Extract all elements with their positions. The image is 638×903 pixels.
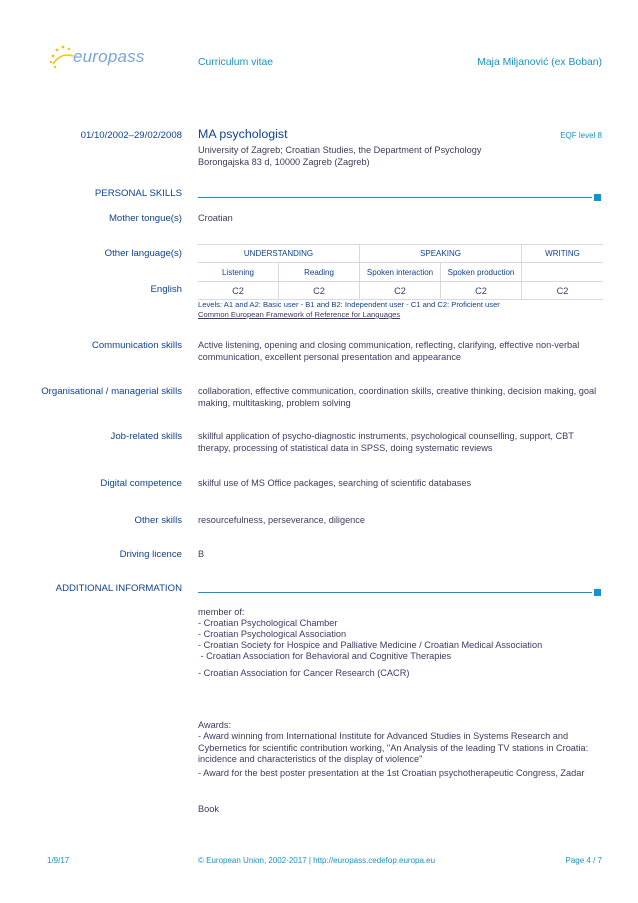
education-address: Borongajska 83 d, 10000 Zagreb (Zagreb) bbox=[198, 157, 370, 167]
book-heading: Book bbox=[198, 804, 219, 814]
communication-skills-label: Communication skills bbox=[91, 340, 182, 351]
spoken-interaction-level: C2 bbox=[360, 282, 441, 300]
section-marker bbox=[594, 589, 601, 596]
spoken-interaction-header: Spoken interaction bbox=[360, 263, 441, 282]
other-skills-label: Other skills bbox=[134, 515, 182, 526]
section-marker bbox=[594, 194, 601, 201]
footer-date: 1/9/17 bbox=[47, 856, 70, 865]
education-dates: 01/10/2002–29/02/2008 bbox=[80, 130, 182, 141]
education-institution: University of Zagreb; Croatian Studies, the Department of Psychology bbox=[198, 145, 482, 155]
organisational-skills-label: Organisational / managerial skills bbox=[41, 386, 182, 397]
job-related-skills-label: Job-related skills bbox=[110, 431, 182, 442]
writing-header: WRITING bbox=[522, 245, 604, 263]
language-name: English bbox=[150, 284, 182, 295]
candidate-name: Maja Miljanović (ex Boban) bbox=[477, 57, 602, 68]
driving-licence-label: Driving licence bbox=[119, 549, 182, 560]
understanding-header: UNDERSTANDING bbox=[198, 245, 360, 263]
membership-item: - Croatian Association for Cancer Research (CACR) bbox=[198, 668, 410, 678]
language-row bbox=[198, 282, 603, 300]
writing-subheader bbox=[522, 263, 604, 282]
member-of-heading: member of: bbox=[198, 607, 245, 617]
membership-item: - Croatian Psychological Association bbox=[198, 629, 347, 639]
eqf-level: EQF level 8 bbox=[560, 131, 602, 140]
document-type: Curriculum vitae bbox=[198, 57, 274, 68]
language-table bbox=[198, 244, 603, 300]
speaking-header: SPEAKING bbox=[360, 245, 522, 263]
other-languages-label: Other language(s) bbox=[104, 248, 182, 259]
reading-header: Reading bbox=[279, 263, 360, 282]
cefr-link[interactable]: Common European Framework of Reference for Languages bbox=[198, 310, 401, 319]
award-item: - Award for the best poster presentation at the 1st Croatian psychotherapeutic Congress, Zadar bbox=[198, 768, 585, 778]
listening-level: C2 bbox=[198, 282, 279, 300]
footer-copyright: © European Union, 2002-2017 | http://europass.cedefop.europa.eu bbox=[198, 856, 436, 865]
digital-competence-label: Digital competence bbox=[100, 478, 182, 489]
other-skills-text: resourcefulness, perseverance, diligence bbox=[198, 515, 365, 525]
levels-note: Levels: A1 and A2: Basic user - B1 and B2: Independent user - C1 and C2: Proficient user bbox=[198, 300, 500, 309]
communication-skills-text: Active listening, opening and closing communication, reflecting, clarifying, effective non-verbal communication, excellent personal presentation and appearance bbox=[198, 340, 580, 362]
personal-skills-heading: PERSONAL SKILLS bbox=[94, 188, 182, 199]
awards-heading: Awards: bbox=[198, 720, 232, 730]
spoken-production-level: C2 bbox=[441, 282, 522, 300]
listening-header: Listening bbox=[198, 263, 279, 282]
europass-logo bbox=[47, 44, 147, 72]
education-title: MA psychologist bbox=[198, 127, 288, 141]
membership-item: - Croatian Association for Behavioral and Cognitive Therapies bbox=[198, 651, 452, 661]
writing-level: C2 bbox=[522, 282, 604, 300]
organisational-skills-text: collaboration, effective communication, coordination skills, creative thinking, decision making, goal making, multitasking, problem solving bbox=[198, 386, 597, 408]
section-rule bbox=[198, 592, 592, 593]
mother-tongue-label: Mother tongue(s) bbox=[108, 213, 182, 224]
membership-item: - Croatian Psychological Chamber bbox=[198, 618, 338, 628]
europass-wordmark: europass bbox=[73, 47, 145, 66]
additional-info-heading: ADDITIONAL INFORMATION bbox=[55, 583, 182, 594]
membership-item: - Croatian Society for Hospice and Palliative Medicine / Croatian Medical Association bbox=[198, 640, 543, 650]
driving-licence-value: B bbox=[198, 549, 205, 559]
award-item: - Award winning from International Institute for Advanced Studies in Systems Research and Cybernetics for scientific contribution working, "An Analysis of the leading TV stations in Croatia: incidence and characteristics of the display of violence" bbox=[198, 731, 589, 765]
digital-competence-text: skilful use of MS Office packages, searching of scientific databases bbox=[198, 478, 472, 488]
mother-tongue-value: Croatian bbox=[198, 213, 233, 223]
section-rule bbox=[198, 197, 592, 198]
job-related-skills-text: skillful application of psycho-diagnostic instruments, psychological counselling, support, CBT therapy, processing of statistical data in SPSS, doing systematic reviews bbox=[198, 431, 574, 453]
footer-page: Page 4 / 7 bbox=[565, 856, 602, 865]
spoken-production-header: Spoken production bbox=[441, 263, 522, 282]
reading-level: C2 bbox=[279, 282, 360, 300]
